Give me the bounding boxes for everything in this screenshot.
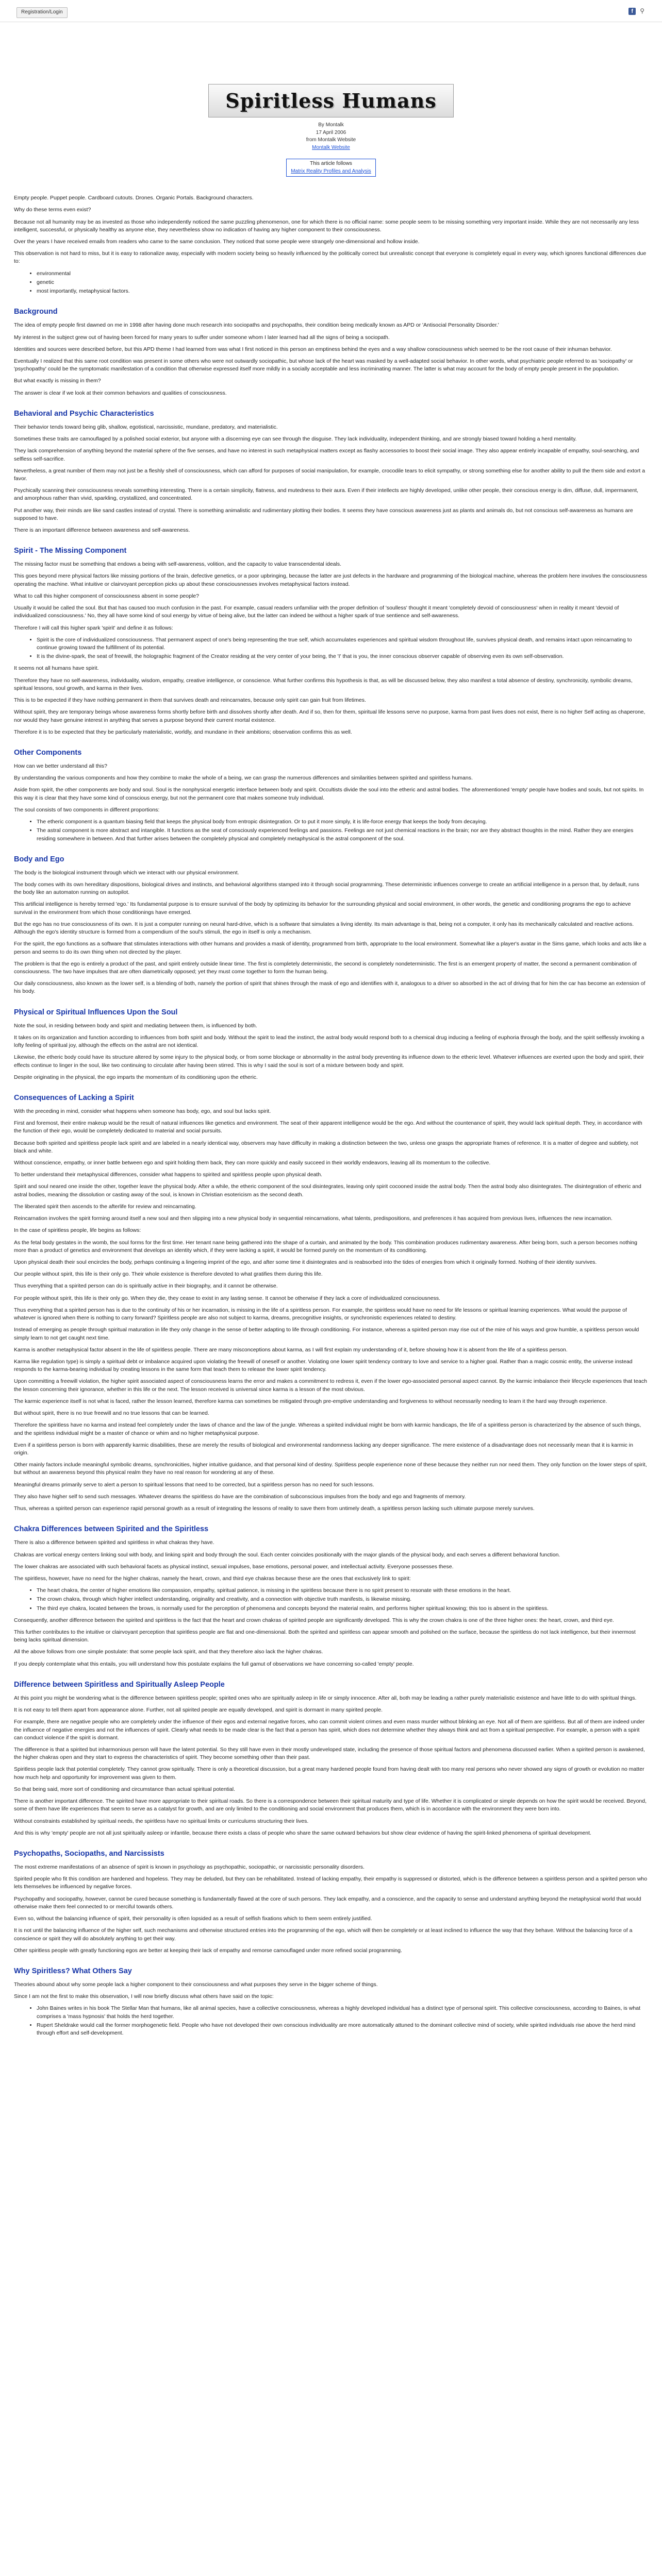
section-heading: Psychopaths, Sociopaths, and Narcissists	[14, 1849, 164, 1858]
paragraph: Karma is another metaphysical factor absent in the life of spiritless people. There are many misconceptions about karma, as I will first explain my understanding of it, before showing how it is absent from the life of a spiritless person.	[14, 1346, 568, 1353]
paragraph: Put another way, their minds are like sand castles instead of crystal. There is something animalistic and rudimentary plotting their bodies. It seems they have conscious awareness just as plants and animals do, but not conscious self-awareness as humans are supposed to have.	[14, 507, 633, 521]
paragraph: What to call this higher component of consciousness absent in some people?	[14, 592, 199, 599]
paragraph: They also have higher self to send such messages. Whatever dreams the spiritless do have are the combination of subconscious impulses from the body and ego and fragments of memory.	[14, 1493, 466, 1500]
source-website-link[interactable]: Montalk Website	[312, 144, 350, 150]
paragraph: For the spirit, the ego functions as a software that stimulates interactions with other humans and provides a mask of identity, programmed from birth, appropriate to the local environment. Somewhat like a player's avatar in the Sims game, which looks and acts like a person and seems to do its own thing when not directed by the player.	[14, 941, 647, 955]
registration-login-button[interactable]: Registration/Login	[16, 7, 68, 18]
list-item: • John Baines writes in his book The Stellar Man that humans, like all animal species, have a collective consciousness, whereas a highly developed individual has a distinct type of personal spirit. This collective consciousness, according to Baines, is what comprises a 'mass hypnosis' that holds the herd together.	[37, 2005, 648, 2020]
list-item: • most importantly, metaphysical factors.	[37, 287, 648, 295]
paragraph: Empty people. Puppet people. Cardboard cutouts. Drones. Organic Portals. Background characters.	[14, 195, 254, 201]
intro	[14, 194, 648, 295]
paragraph: Upon committing a freewill violation, the higher spirit associated aspect of consciousness learns the error and makes a commitment to redress it, even if the lower ego-associated personal aspect cannot. By the karmic imbalance their lifecycle experiences that teach the lesson concerning their ignorance, whether in this life or the next. The lesson received is universal since karma is a lesson of the most obvious.	[14, 1378, 647, 1393]
source-line: from Montalk Website	[306, 137, 356, 143]
paragraph: As the fetal body gestates in the womb, the soul forms for the first time. Her tenant nane being gathered into the shape of a curtain, and animated by the body. This combination produces rudimentary awareness. After being born, such a person becomes nothing more than a product of genetics and environment that develops an identity which, if they were lacking a spirit, it would be formed purely on the momentum of its conditioning.	[14, 1239, 637, 1253]
list-item: • environmental	[37, 270, 648, 278]
article-body	[14, 307, 648, 2037]
paragraph: Thus, whereas a spirited person can experience rapid personal growth as a result of integrating the lessons of reality to save them from untimely death, a spiritless person lacking such ultimate purpose merely survives.	[14, 1505, 535, 1512]
paragraph: Sometimes these traits are camouflaged by a polished social exterior, but anyone with a discerning eye can see through the disguise. They lack individuality, independent thinking, and are strongly biased toward holding a herd mentality.	[14, 436, 577, 443]
paragraph: Psychically scanning their consciousness reveals something interesting. There is a certain simplicity, flatness, and mutedness to their aura. Even if their intellects are highly developed, unlike other people, their conscious energy is dim, diffuse, dull, impermanent, and amorphous rather than vivid, sparkling, crystallized, and concentrated.	[14, 487, 639, 502]
paragraph: Even if a spiritless person is born with apparently karmic disabilities, these are merely the results of biological and environmental randomness lacking any deeper significance. The mere existence of a disadvantage does not necessarily mean that it is karmic in origin.	[14, 1442, 633, 1456]
list-item: • Rupert Sheldrake would call the former morphogenetic field. People who have not developed their own conscious individuality are more automatically attuned to the dominant collective mind of society, while spirited individuals rise above the herd mind through effort and self-development.	[37, 2022, 648, 2037]
paragraph: Therefore the spiritless have no karma and instead feel completely under the laws of chance and the law of the jungle. Whereas a spirited individual might be born with karmic handicaps, the life of a spiritless person is characterized by the absence of such things, and the spiritless individual might be a master of chance or whim and no higher metaphysical purpose.	[14, 1422, 641, 1436]
article-section	[14, 1849, 648, 1955]
paragraph: Without conscience, empathy, or inner battle between ego and spirit holding them back, they can more quickly and easily succeed in their worldly endeavors, leaving all its momentum to the collective.	[14, 1160, 491, 1166]
article-section	[14, 1680, 648, 1837]
paragraph: Other mainly factors include meaningful symbolic dreams, synchronicities, higher intuitive guidance, and that personal kind of destiny. Spiritless people experience none of these because they neither run nor need them. They only function on the lower steps of spirit, but without an awareness beyond this physical realm they have no real reason for wondering at any of these.	[14, 1462, 647, 1476]
page-title: Spiritless Humans	[208, 84, 453, 117]
paragraph: Therefore they have no self-awareness, individuality, wisdom, empathy, creative intelligence, or conscience. What further confirms this hypothesis is that, as will be discussed below, they also manifest a total absence of destiny, synchronicity, symbolic dreams, spiritual lessons, soul growth, and karma in their lives.	[14, 677, 633, 691]
paragraph: Reincarnation involves the spirit forming around itself a new soul and then slipping into a new physical body in sequential reincarnations, what talents, predispositions, and preferences it has acquired from previous lives, influences the new incarnation.	[14, 1215, 613, 1222]
paragraph: The idea of empty people first dawned on me in 1998 after having done much research into sociopaths and psychopaths, their condition being medically known as APD or 'Antisocial Personality Disorder.'	[14, 322, 499, 329]
section-heading: Why Spiritless? What Others Say	[14, 1967, 132, 1975]
paragraph: Because both spirited and spiritless people lack spirit and are labeled in a nearly identical way, observers may have difficulty in making a distinction between the two, unless one grasps the appropriate frames of reference. It is a matter of degree and subtlety, not black and white.	[14, 1140, 638, 1154]
paragraph: It takes on its organization and function according to influences from both spirit and body. Without the spirit to lead the instinct, the astral body would respond both to a chemical drug inducing a feeling of euphoria through the body, and the spirit selflessly invoking a lofty feeling of spiritual joy, although the effects on the astral are not identical.	[14, 1034, 644, 1049]
section-heading: Physical or Spiritual Influences Upon the Soul	[14, 1008, 178, 1016]
paragraph: Consequently, another difference between the spirited and spiritless is the fact that the heart and crown chakras of spirited people are significantly developed. This is why the crown chakra is one of the three higher ones: the heart, crown, and third eye.	[14, 1617, 614, 1623]
bullet-list	[14, 1587, 648, 1613]
paragraph: The most extreme manifestations of an absence of spirit is known in psychology as psychopathic, sociopathic, or narcissistic personality disorders.	[14, 1864, 365, 1870]
paragraph: The answer is clear if we look at their common behaviors and qualities of consciousness.	[14, 389, 227, 396]
paragraph: Instead of emerging as people through spiritual maturation in life they only change in the sense of better adapting to life through conditioning. For instance, whereas a spirited person may rise out of the mire of his ways and grow humble, a spiritless person would simply learn to not get caught next time.	[14, 1327, 639, 1341]
paragraph: The body comes with its own hereditary dispositions, biological drives and instincts, and behavioral algorithms stamped into it through social programming. These deterministic influences converge to create an artificial intelligence in a person that, by default, runs the body like an automaton running on autopilot.	[14, 881, 639, 896]
bullet-list	[14, 636, 648, 661]
list-item: • Spirit is the core of individualized consciousness. That permanent aspect of one's being representing the true self, which accumulates experiences and spiritual wisdom throughout life, survives physical death, and remains intact upon reincarnating to continue growing toward the fulfillment of its potential.	[37, 636, 648, 652]
paragraph: This is to be expected if they have nothing permanent in them that survives death and reincarnates, because only spirit can gain fruit from lifetimes.	[14, 697, 366, 704]
paragraph: But what exactly is missing in them?	[14, 378, 101, 384]
paragraph: Why do these terms even exist?	[14, 207, 91, 213]
article-section	[14, 307, 648, 397]
paragraph: The spiritless, however, have no need for the higher chakras, namely the heart, crown, and third eye chakras because these are the ones that exclusively link to spirit:	[14, 1575, 411, 1582]
paragraph: Therefore I will call this higher spark 'spirit' and define it as follows:	[14, 624, 173, 631]
paragraph: This artificial intelligence is hereby termed 'ego.' Its fundamental purpose is to ensure survival of the body by optimizing its behavior for the surrounding physical and social environment, in other words, the genetic and conditioning programs the ego to achieve survival in the environment from which those conditionings have emerged.	[14, 901, 631, 916]
paragraph: In the case of spiritless people, life begins as follows:	[14, 1227, 141, 1234]
paragraph: First and foremost, their entire makeup would be the result of natural influences like genetics and environment. The seat of their apparent intelligence would be the ego. And without the countenance of spirit, they would lack spiritual depth. They, in accordance with the function of their ego, would be completely dedicated to material and social pursuits.	[14, 1120, 642, 1134]
paragraph: Upon physical death their soul encircles the body, perhaps continuing a lingering imprint of the ego, and after some time it disintegrates and is reabsorbed into the tides of energies from which it originally formed. Nothing of their identity survives.	[14, 1259, 597, 1266]
paragraph: Despite originating in the physical, the ego imparts the momentum of its conditioning upon the etheric.	[14, 1074, 258, 1080]
paragraph: Psychopathy and sociopathy, however, cannot be cured because something is fundamentally flawed at the core of such persons. They lack empathy, and a conscience, and the capacity to sense and understand anything beyond the metaphysical world that would otherwise make them feel connected to or merciful towards others.	[14, 1895, 641, 1910]
top-bar	[0, 0, 662, 22]
paragraph: Likewise, the etheric body could have its structure altered by some injury to the physical body, or from some blockage or abnormality in the astral body preventing its influence down to the etheric level. Whatever influences are exerted upon the body and spirit, their effects continue to linger in the soul, like two continuing to circulate after having been stirred. This is why I said the soul is sort of a mixture between body and spirit.	[14, 1054, 644, 1069]
paragraph: There is an important difference between awareness and self-awareness.	[14, 527, 190, 534]
paragraph: The lower chakras are associated with such behavioral facets as physical instinct, sexual impulses, base emotions, personal power, and intellectual activity. Everyone possesses these.	[14, 1563, 454, 1570]
related-label: This article follows	[310, 161, 352, 167]
section-heading: Body and Ego	[14, 855, 64, 863]
article-section	[14, 409, 648, 534]
paragraph: The missing factor must be something that endows a being with self-awareness, volition, and the capacity to value transcendental ideals.	[14, 561, 342, 568]
paragraph: There is another important difference. The spirited have more appropriate to their spiritual roads. So there is a correspondence between their spiritual maturity and type of life. Whether it is complicated or simple depends on how the spirit would be received. Beyond, some of them have life experiences that seem to serve as a catalyst for growth, and are only limited to the conditioning and social environment that produces them, which is in accordance with the environment they were born into.	[14, 1798, 647, 1812]
paragraph: Chakras are vortical energy centers linking soul with body, and linking spirit and body through the soul. Each center coincides positionally with the major glands of the physical body, and each serves a different behavioral function.	[14, 1551, 560, 1558]
related-article-link[interactable]: Matrix Reality Profiles and Analysis	[291, 168, 371, 174]
section-heading: Consequences of Lacking a Spirit	[14, 1093, 134, 1102]
paragraph: Note the soul, in residing between body and spirit and mediating between them, is influenced by both.	[14, 1022, 257, 1029]
paragraph: Without spirit, they are temporary beings whose awareness forms shortly before birth and dissolves shortly after death. And if so, then for them, spiritual life lessons serve no purpose, karma from past lives does not exist, there is no higher Self acting as chaperone, nor would they have genuine interest in anything that serves a purpose beyond their current mortal existence.	[14, 709, 646, 723]
paragraph: Spirit and soul neared one inside the other, together leave the physical body. After a while, the etheric component of the soul disintegrates, leaving only spirit cocooned inside the astral body. Then the astral body also disintegrates. The disintegration of etheric and astral bodies, meaning the dissolution or casting away of the soul, is known in Christian esotericism as the second death.	[14, 1183, 641, 1198]
paragraph: The problem is that the ego is entirely a product of the past, and spirit entirely outside linear time. The first is completely deterministic, the second is completely nondeterministic. The first is an emergent property of matter, the second a permanent combination of consciousness. The two have impulses that are often diametrically opposed; yet they must come together to form the human being.	[14, 960, 637, 975]
search-icon[interactable]: ⚲	[640, 7, 644, 14]
paragraph: The soul consists of two components in different proportions:	[14, 806, 160, 813]
paragraph: It is not until the balancing influence of the higher self, such mechanisms and otherwise structured entries into the programming of the ego, which will then be completely or at least inclined to influence the way that they behave. Without the balancing force of a conscience or spirit they will do absolutely anything to get their way.	[14, 1927, 633, 1942]
paragraph: If you deeply contemplate what this entails, you will understand how this postulate explains the full gamut of observations we have concerning so-called 'empty' people.	[14, 1660, 414, 1667]
bullet-list	[14, 2005, 648, 2037]
paragraph: Thus everything that a spirited person can do is spiritually active in their biography, and it cannot be otherwise.	[14, 1283, 278, 1290]
bullet-list	[14, 270, 648, 296]
section-heading: Difference between Spiritless and Spiritually Asleep People	[14, 1680, 225, 1689]
list-item: • The heart chakra, the center of higher emotions like compassion, empathy, spiritual patience, is missing in the spiritless because there is no spirit present to resonate with these emotions in the heart.	[37, 1587, 648, 1595]
related-article-box	[286, 159, 376, 177]
paragraph: Our daily consciousness, also known as the lower self, is a blending of both, namely the portion of spirit that shines through the mask of ego and identifies with it, analogous to a driver so absorbed in the act of driving that for him the car has become an extension of his body.	[14, 980, 646, 995]
social-bar	[628, 7, 644, 15]
paragraph: But without spirit, there is no true freewill and no true lessons that can be learned.	[14, 1410, 209, 1417]
article-section	[14, 1966, 648, 2037]
list-item: • The crown chakra, through which higher intellect understanding, originality and creativity, and a connection with objective truth manifests, is likewise missing.	[37, 1596, 648, 1603]
paragraph: Their behavior tends toward being glib, shallow, egotistical, narcissistic, mundane, predatory, and materialistic.	[14, 423, 278, 430]
paragraph: Since I am not the first to make this observation, I will now briefly discuss what others have said on the topic:	[14, 1993, 274, 2000]
article-section	[14, 854, 648, 996]
paragraph: Theories abound about why some people lack a higher component to their consciousness and what purposes they serve in the bigger scheme of things.	[14, 1981, 378, 1988]
paragraph: And this is why 'empty' people are not all just spiritually asleep or infantile, because there exists a class of people who share the same outward behaviors but show clear evidence of having the spirit-linked phenomena of spiritual development.	[14, 1829, 591, 1836]
paragraph: This goes beyond mere physical factors like missing portions of the brain, defective genetics, or a poor upbringing, because the latter are just defects in the hardware and programming of the biological machine, whereas the problem here involves the consciousness operating the machine. What intuitive or clairvoyant perception picks up about these consciousnesses involves metaphysical factors instead.	[14, 573, 648, 587]
article-section	[14, 1093, 648, 1513]
paragraph: Other spiritless people with greatly functioning egos are better at keeping their lack of empathy and remorse camouflaged under more refined social programming.	[14, 1947, 402, 1954]
list-item: • The astral component is more abstract and intangible. It functions as the seat of consciously experienced feelings and passions. Feelings are not just chemical reactions in the brain; nor are they abstract thoughts in the mind. Rather they are energies residing somewhere in between. And that further arises between the completely physical and completely metaphysical is the astral component of the soul.	[37, 827, 648, 842]
paragraph: Without constraints established by spiritual needs, the spiritless have no spiritual limits or curriculums structuring their lives.	[14, 1818, 309, 1824]
paragraph: There is also a difference between spirited and spiritless in what chakras they have.	[14, 1539, 214, 1546]
bullet-list	[14, 818, 648, 843]
section-heading: Behavioral and Psychic Characteristics	[14, 409, 154, 418]
paragraph: Meaningful dreams primarily serve to alert a person to spiritual lessons that need to be corrected, but a spiritless person has no need for such lessons.	[14, 1481, 374, 1488]
paragraph: For people without spirit, this life is their only go. When they die, they cease to exist in any lasting sense. It cannot be otherwise if they lack a core of individualized consciousness.	[14, 1295, 441, 1301]
article-section	[14, 1524, 648, 1668]
paragraph: Aside from spirit, the other components are body and soul. Soul is the nonphysical energetic interface between body and spirit. Occultists divide the soul into the etheric and astral bodies. The aforementioned 'empty' people have bodies and souls, but not spirits. In this way it is clear that they have some kind of conscious energy, but not the permanent core that makes someone truly individual.	[14, 787, 644, 801]
article-page	[0, 22, 662, 2037]
publish-date: 17 April 2006	[316, 129, 346, 135]
byline	[14, 122, 648, 151]
article-section	[14, 546, 648, 736]
paragraph: The liberated spirit then ascends to the afterlife for review and reincarnating.	[14, 1203, 196, 1210]
author: By Montalk	[318, 122, 344, 128]
list-item: • It is the divine-spark, the seat of freewill, the holographic fragment of the Creator residing at the very center of your being, the 'I' that is you, the inner conscious observer capable of observing even its own self-observation.	[37, 653, 648, 660]
paragraph: The karmic experience itself is not what is faced, rather the lesson learned, therefore karma can sometimes be mitigated through pre-emptive understanding and forgiveness to without necessarily needing to learn it the hard way through experience.	[14, 1398, 607, 1404]
paragraph: Karma like regulation type) is simply a spiritual debt or imbalance acquired upon violating the freewill of oneself or another. Violating one lower spirit tendency contrary to love and service to a higher goal. Rather than a magic cosmic entity, the universe instead responds to the karma-bearing individual by creating lessons in the same form that teach them to release the lower spirit tendency.	[14, 1358, 633, 1373]
paragraph: Identities and sources were described before, but this APD theme I had learned from was what I first noticed in this person an emptiness behind the eyes and a way shallow consciousness which seemed to be the root cause of their inhuman behavior.	[14, 346, 612, 352]
paragraph: To better understand their metaphysical differences, consider what happens to spirited and spiritless people upon physical death.	[14, 1172, 323, 1178]
list-item: • genetic	[37, 279, 648, 286]
paragraph: By understanding the various components and how they combine to make the whole of a being, we can grasp the numerous differences and similarities between spirited and spiritless humans.	[14, 775, 473, 782]
paragraph: Eventually I realized that this same root condition was present in some others who were not outwardly sociopathic, but whose lack of the heart was masked by a well-adapted social behavior. In other words, what psychiatric people referred to as 'sociopathy' or 'psychopathy' could be the symptomatic manifestation of a condition that otherwise expressed itself more mildly in a socially acceptable and less incriminating manner. The latter is what may account for the body of empty people present in the population.	[14, 358, 633, 372]
paragraph: But the ego has no true consciousness of its own. It is just a computer running on neural hard-drive, which is a software that simulates a living identity. Its main advantage is that, being not a computer, it only has its mechanically calculated and reactive actions. Although the ego's identity structure is formed from a compendium of the soul's stimuli, the ego in itself is only a mechanism.	[14, 921, 634, 936]
list-item: • The third eye chakra, located between the brows, is normally used for the perception of phenomena and concepts beyond the material realm, and performs higher spiritual knowing; this too is absent in the spiritless.	[37, 1605, 648, 1613]
paragraph: Spiritless people lack that potential completely. They cannot grow spiritually. There is only a theoretical discussion, but a great many hardened people found from having dealt with too many real persons who never showed any signs of growth or evolution no matter how much help and opportunity for improvement was given to them.	[14, 1766, 644, 1781]
paragraph: So that being said, more sort of conditioning and circumstance than actual spiritual potential.	[14, 1786, 235, 1792]
paragraph: At this point you might be wondering what is the difference between spiritless people; spirited ones who are spiritually asleep in life or simply innocence. After all, both may be leading a rather purely materialistic existence and have little to do with spiritual things.	[14, 1694, 637, 1701]
paragraph: Even so, without the balancing influence of spirit, their personality is often lopsided as a result of selfish fixations which to them seem entirely justified.	[14, 1916, 372, 1922]
section-heading: Chakra Differences between Spirited and the Spiritless	[14, 1525, 209, 1534]
paragraph: This further contributes to the intuitive or clairvoyant perception that spiritless people are flat and one-dimensional. Both the spirited and spiritless can appear smooth and polished on the surface, because the spiritless do not lack intelligence, but their innermost being lacks spiritual dimension.	[14, 1629, 636, 1643]
paragraph: For example, there are negative people who are completely under the influence of their egos and external negative forces, who can commit violent crimes and even mass murder without blinking an eye. Not all of them are spiritless. But all of them are indeed under the influence of negative energies and not the influences of spirit. Clearly what needs to be made clear is the fact that a person has spirit, which does not determine whether they always think and act from a spiritual perspective. For example, a person with a spirit can conduct violence if the spirit is dormant.	[14, 1719, 645, 1741]
section-heading: Background	[14, 308, 58, 316]
paragraph: They lack comprehension of anything beyond the material sphere of the five senses, and have no interest in such metaphysical matters except as flashy accessories to boost their social image. They also appear entirely incapable of empathy, soul-searching, and selfless self-sacrifice.	[14, 448, 639, 462]
paragraph: Usually it would be called the soul. But that has caused too much confusion in the past. For example, casual readers unfamiliar with the proper definition of 'soulless' thought it meant 'completely devoid of consciousness' when in reality it meant 'devoid of individualized consciousness.' No, they all have some kind of soul energy by virtue of being alive, but the latter can indeed be without a higher spark of true sentience and self-awareness.	[14, 605, 619, 619]
paragraph: Thus everything that a spirited person has is due to the continuity of his or her incarnation, is missing in the life of a spiritless person. For example, the spiritless would have no need for life lessons or spiritual learning experiences. What would the purpose of whatever is ignored when there is nothing to carry forward? Spiritless people are also not subject to karma, dreams, precognitive insights, or synchronistic experiences related to destiny.	[14, 1307, 627, 1321]
paragraph: How can we better understand all this?	[14, 763, 107, 769]
article-section	[14, 1007, 648, 1081]
article-section	[14, 748, 648, 843]
section-heading: Spirit - The Missing Component	[14, 547, 127, 555]
paragraph: It is not easy to tell them apart from appearance alone. Further, not all spirited people are equally developed, and spirit is dormant in many spirited people.	[14, 1707, 383, 1714]
paragraph: My interest in the subject grew out of having been forced for many years to suffer under someone whom I later learned had all the signs of being a sociopath.	[14, 334, 390, 341]
section-heading: Other Components	[14, 748, 82, 757]
masthead	[14, 22, 648, 177]
paragraph: Spirited people who fit this condition are hardened and hopeless. They may be deluded, but they can be rehabilitated. Instead of lacking empathy, their empathy is suppressed or distorted, which is the difference between a spiritless person and a spirited person who lets themselves be influenced by negative forces.	[14, 1876, 648, 1890]
paragraph: All the above follows from one simple postulate: that some people lack spirit, and that they therefore also lack the higher chakras.	[14, 1649, 323, 1655]
paragraph: The body is the biological instrument through which we interact with our physical environment.	[14, 869, 239, 876]
paragraph: Nevertheless, a great number of them may not just be a fleshly shell of consciousness, which can afford for purposes of social manipulation, for example, crocodile tears to elicit sympathy, or strong something else for another ability to pull the them side and extort a favor.	[14, 467, 646, 482]
paragraph: The difference is that a spirited but inharmonious person will have the latent potential. So they still have even in their mostly undeveloped state, including the presence of those spiritual factors and phenomena discussed earlier. When a spirited person is awakened, the higher chakras open and they start to express the characteristics of spirit. They become something other than their past.	[14, 1747, 645, 1761]
paragraph: Therefore it is to be expected that they be particularly materialistic, worldly, and mundane in their ambitions; observation confirms this as well.	[14, 728, 352, 735]
paragraph: It seems not all humans have spirit.	[14, 665, 99, 672]
paragraph: Our people without spirit, this life is their only go. Their whole existence is therefore devoted to what gratifies them during this life.	[14, 1271, 323, 1278]
list-item: • The etheric component is a quantum biasing field that keeps the physical body from entropic disintegration. Or to put it more simply, it is life-force energy that keeps the body from decaying.	[37, 818, 648, 826]
paragraph: Because not all humanity may be as invested as those who independently noticed the same puzzling phenomenon, one for which there is no official name: some people seem to be missing something very important inside. While they are not necessarily any less intelligent, successful, or physically healthy as anyone else, they nevertheless show no indication of having any higher component to their consciousness.	[14, 218, 639, 233]
paragraph: Over the years I have received emails from readers who came to the same conclusion. They noticed that some people were strangely one-dimensional and hollow inside.	[14, 238, 420, 245]
paragraph: This observation is not hard to miss, but it is easy to rationalize away, especially with modern society being so heavily influenced by the politically correct but unrealistic concept that everyone is completely equal in every way, which ignores functional differences due to:	[14, 250, 647, 265]
paragraph: With the preceding in mind, consider what happens when someone has body, ego, and soul but lacks spirit.	[14, 1108, 271, 1114]
facebook-icon[interactable]: f	[628, 8, 636, 15]
